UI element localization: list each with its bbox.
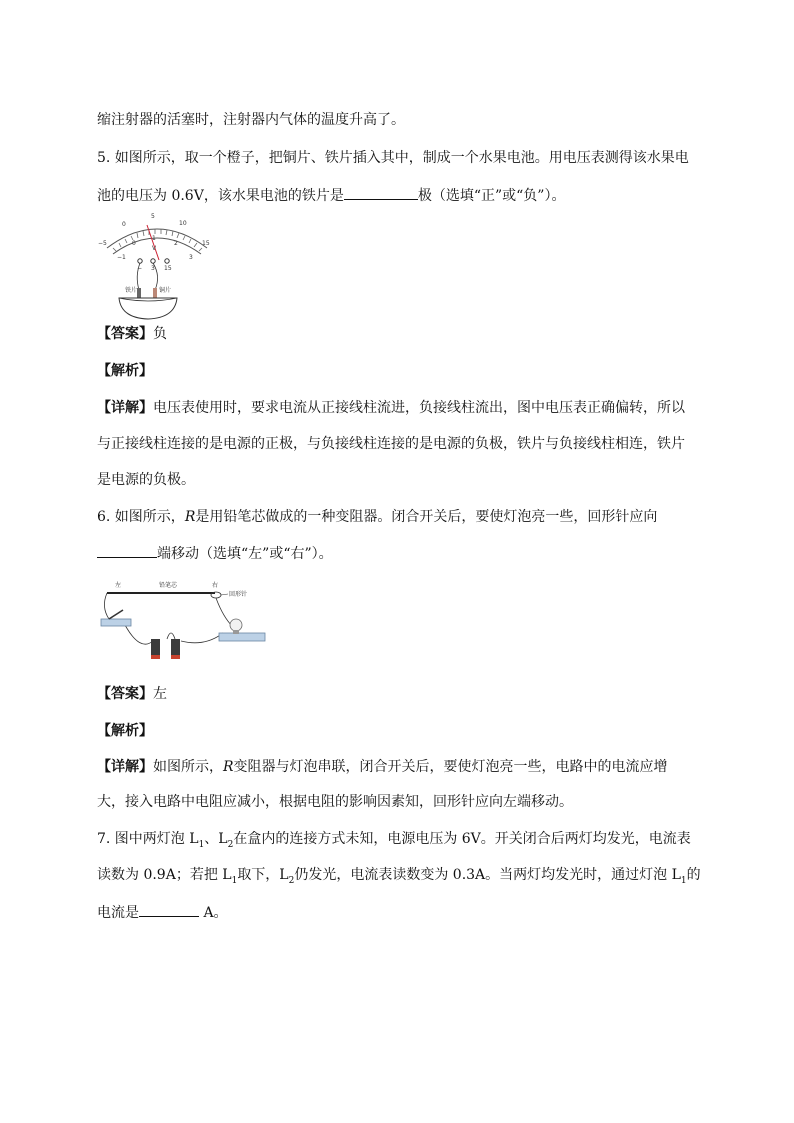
q6-answer-line [97, 684, 167, 704]
terminal-neg: − [137, 265, 143, 272]
q5-analysis-tag: 【解析】 [97, 363, 153, 379]
scale-inner-0: −1 [117, 254, 126, 261]
q7-text-2a: 读数为 0.9A；若把 L [97, 867, 232, 883]
q7-text-1a: 7. 图中两灯泡 L [97, 831, 199, 847]
voltmeter-unit: V [152, 245, 157, 252]
q7-text-3a: 电流是 [97, 905, 139, 921]
q6-detail-r: R [223, 759, 234, 775]
q7-stem-line3 [97, 902, 228, 923]
label-right: 右 [212, 582, 219, 589]
q7-sub-3: 1 [231, 875, 238, 886]
q7-sub-4: 2 [288, 875, 295, 886]
q7-text-1b: 、L [204, 831, 228, 847]
q5-voltmeter-figure [95, 212, 220, 322]
q5-answer: 负 [153, 326, 167, 342]
q6-analysis-tag: 【解析】 [97, 723, 153, 739]
q6-detail-text1b: 变阻器与灯泡串联，闭合开关后，要使灯泡亮一些，电路中的电流应增 [233, 759, 668, 775]
terminal-3: 3 [151, 265, 155, 272]
q5-detail-line3: 是电源的负极。 [97, 472, 195, 488]
q5-stem-text-b: 极（选填“正”或“负”）。 [417, 188, 566, 204]
q6-detail-line1 [97, 757, 668, 777]
q6-stem-line2 [97, 543, 333, 564]
switch [101, 619, 131, 626]
q5-detail-text1: 电压表使用时，要求电流从正接线柱流进，负接线柱流出，图中电压表正确偏转，所以 [153, 400, 685, 416]
scale-inner-1: 0 [132, 240, 136, 247]
q7-sub-2: 2 [227, 839, 234, 850]
scale-outer-4: 15 [202, 240, 210, 247]
scale-inner-2: 1 [152, 235, 156, 242]
q6-answer-blank [97, 543, 157, 558]
q5-detail-line1 [97, 398, 685, 418]
scale-outer-2: 5 [151, 213, 155, 220]
q5-detail-line2: 与正接线柱连接的是电源的正极，与负接线柱连接的是电源的负极，铁片与负接线柱相连，铁片 [97, 436, 685, 452]
q7-text-1c: 在盒内的连接方式未知，电源电压为 6V。开关闭合后两灯均发光，电流表 [233, 831, 691, 847]
q5-answer-tag: 【答案】 [97, 326, 153, 342]
copper-plate-label: 铜片 [159, 287, 172, 294]
q6-answer: 左 [153, 686, 167, 702]
q5-stem-line2 [97, 185, 565, 206]
q7-stem-line1 [97, 829, 691, 855]
q7-answer-blank [139, 902, 199, 917]
q5-answer-line [97, 324, 167, 344]
q7-sub-1: 1 [198, 839, 205, 850]
terminal-15: 15 [164, 265, 172, 272]
q6-detail-text1a: 如图所示， [153, 759, 223, 775]
q5-answer-blank [344, 185, 418, 200]
q6-stem-text-b: 是用铅笔芯做成的一种变阻器。闭合开关后，要使灯泡亮一些，回形针应向 [195, 509, 658, 525]
q7-stem-line2 [97, 865, 701, 891]
scale-inner-3: 2 [174, 240, 178, 247]
label-left: 左 [115, 582, 122, 589]
label-paper-clip: 回形针 [229, 591, 248, 598]
q6-stem-text-c: 端移动（选填“左”或“右”）。 [157, 546, 333, 562]
q6-circuit-figure [95, 577, 275, 662]
q7-sub-5: 1 [680, 875, 687, 886]
q6-stem-r: R [184, 509, 196, 525]
iron-plate-label: 铁片 [125, 287, 138, 294]
q5-stem-text-a: 池的电压为 0.6V，该水果电池的铁片是 [97, 188, 344, 204]
lamp-bulb [230, 619, 242, 631]
q6-answer-tag: 【答案】 [97, 686, 153, 702]
q7-text-2b: 取下，L [237, 867, 289, 883]
q6-detail-line2: 大，接入电路中电阻应减小，根据电阻的影响因素知，回形针应向左端移动。 [97, 794, 573, 810]
q6-stem-line1 [97, 507, 657, 527]
scale-inner-4: 3 [189, 254, 193, 261]
q5-detail-tag: 【详解】 [97, 400, 153, 416]
scale-outer-3: 10 [179, 220, 187, 227]
label-pencil-lead: 铅笔芯 [159, 582, 178, 589]
scale-outer-0: −5 [98, 240, 107, 247]
q6-stem-text-a: 6. 如图所示， [97, 509, 185, 525]
q7-text-3b: A。 [199, 905, 228, 921]
previous-text-tail: 缩注射器的活塞时，注射器内气体的温度升高了。 [97, 112, 405, 128]
q5-stem-line1: 5. 如图所示，取一个橙子，把铜片、铁片插入其中，制成一个水果电池。用电压表测得该水果电 [97, 150, 689, 166]
voltmeter-pointer [147, 225, 159, 260]
scale-outer-1: 0 [122, 221, 126, 228]
q7-text-2c: 仍发光，电流表读数变为 0.3A。当两灯均发光时，通过灯泡 L [294, 867, 681, 883]
lamp-base [219, 633, 265, 641]
q7-text-2d: 的 [686, 867, 701, 883]
q6-detail-tag: 【详解】 [97, 759, 153, 775]
